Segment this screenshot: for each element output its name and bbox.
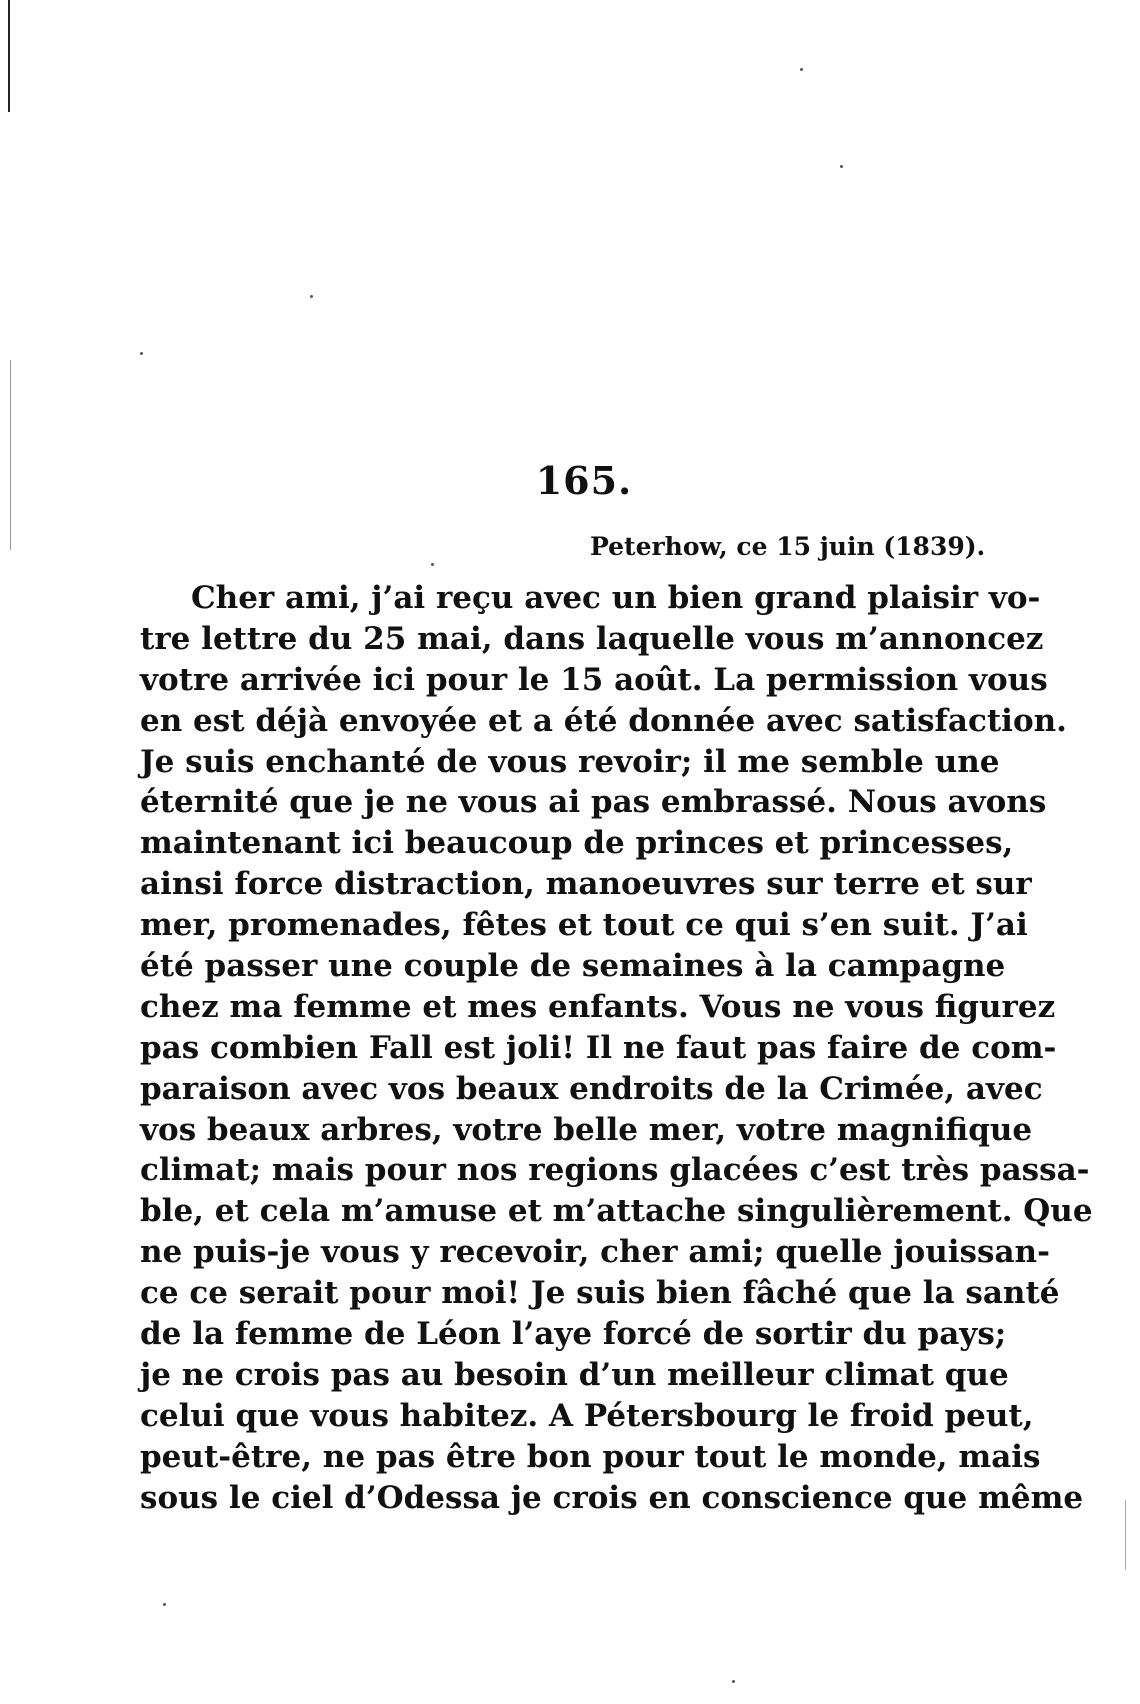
- scan-speck: [840, 165, 843, 168]
- scan-edge-mark: [1125, 1500, 1126, 1570]
- text-line: votre arrivée ici pour le 15 août. La permission vous: [140, 661, 1048, 698]
- text-line: celui que vous habitez. A Pétersbourg le froid peut,: [140, 1397, 1034, 1434]
- text-line: mer, promenades, fêtes et tout ce qui s’en suit. J’ai: [140, 907, 1028, 944]
- text-line: ce ce serait pour moi! Je suis bien fâché que la santé: [140, 1275, 1060, 1312]
- text-line: Je suis enchanté de vous revoir; il me semble une: [140, 743, 1000, 780]
- scan-speck: [140, 352, 143, 355]
- scan-speck: [163, 1603, 166, 1606]
- letter-dateline: Peterhow, ce 15 juin (1839).: [590, 532, 986, 561]
- text-line: ainsi force distraction, manoeuvres sur terre et sur: [140, 866, 1032, 903]
- scan-speck: [800, 68, 803, 71]
- text-line: été passer une couple de semaines à la campagne: [140, 948, 1006, 985]
- text-line: ne puis-je vous y recevoir, cher ami; quelle jouissan-: [140, 1234, 1050, 1271]
- text-line: climat; mais pour nos regions glacées c’est très passa-: [140, 1152, 1090, 1189]
- scan-speck: [310, 295, 313, 298]
- text-line: pas combien Fall est joli! Il ne faut pas faire de com-: [140, 1029, 1057, 1066]
- text-line: vos beaux arbres, votre belle mer, votre magnifique: [140, 1111, 1033, 1148]
- text-line: tre lettre du 25 mai, dans laquelle vous m’annoncez: [140, 620, 1044, 657]
- scan-speck: [431, 563, 434, 566]
- text-line: sous le ciel d’Odessa je crois en conscience que même: [140, 1479, 1084, 1516]
- letter-body: [140, 578, 1093, 1518]
- text-line: maintenant ici beaucoup de princes et princesses,: [140, 825, 1014, 862]
- letter-number: 165.: [535, 458, 633, 503]
- text-line: de la femme de Léon l’aye forcé de sortir du pays;: [140, 1316, 1007, 1353]
- text-line: paraison avec vos beaux endroits de la Crimée, avec: [140, 1070, 1043, 1107]
- text-line: Cher ami, j’ai reçu avec un bien grand plaisir vo-: [191, 580, 1041, 616]
- scan-edge-mark: [10, 360, 11, 550]
- text-line: chez ma femme et mes enfants. Vous ne vous figurez: [140, 988, 1056, 1025]
- text-line: en est déjà envoyée et a été donnée avec satisfaction.: [140, 702, 1067, 739]
- text-line: je ne crois pas au besoin d’un meilleur climat que: [140, 1356, 1009, 1393]
- text-line: peut-être, ne pas être bon pour tout le monde, mais: [140, 1438, 1041, 1475]
- scan-edge-mark: [8, 0, 10, 112]
- scan-speck: [732, 1680, 735, 1683]
- text-line: éternité que je ne vous ai pas embrassé. Nous avons: [140, 784, 1047, 821]
- text-line: ble, et cela m’amuse et m’attache singulièrement. Que: [140, 1193, 1093, 1230]
